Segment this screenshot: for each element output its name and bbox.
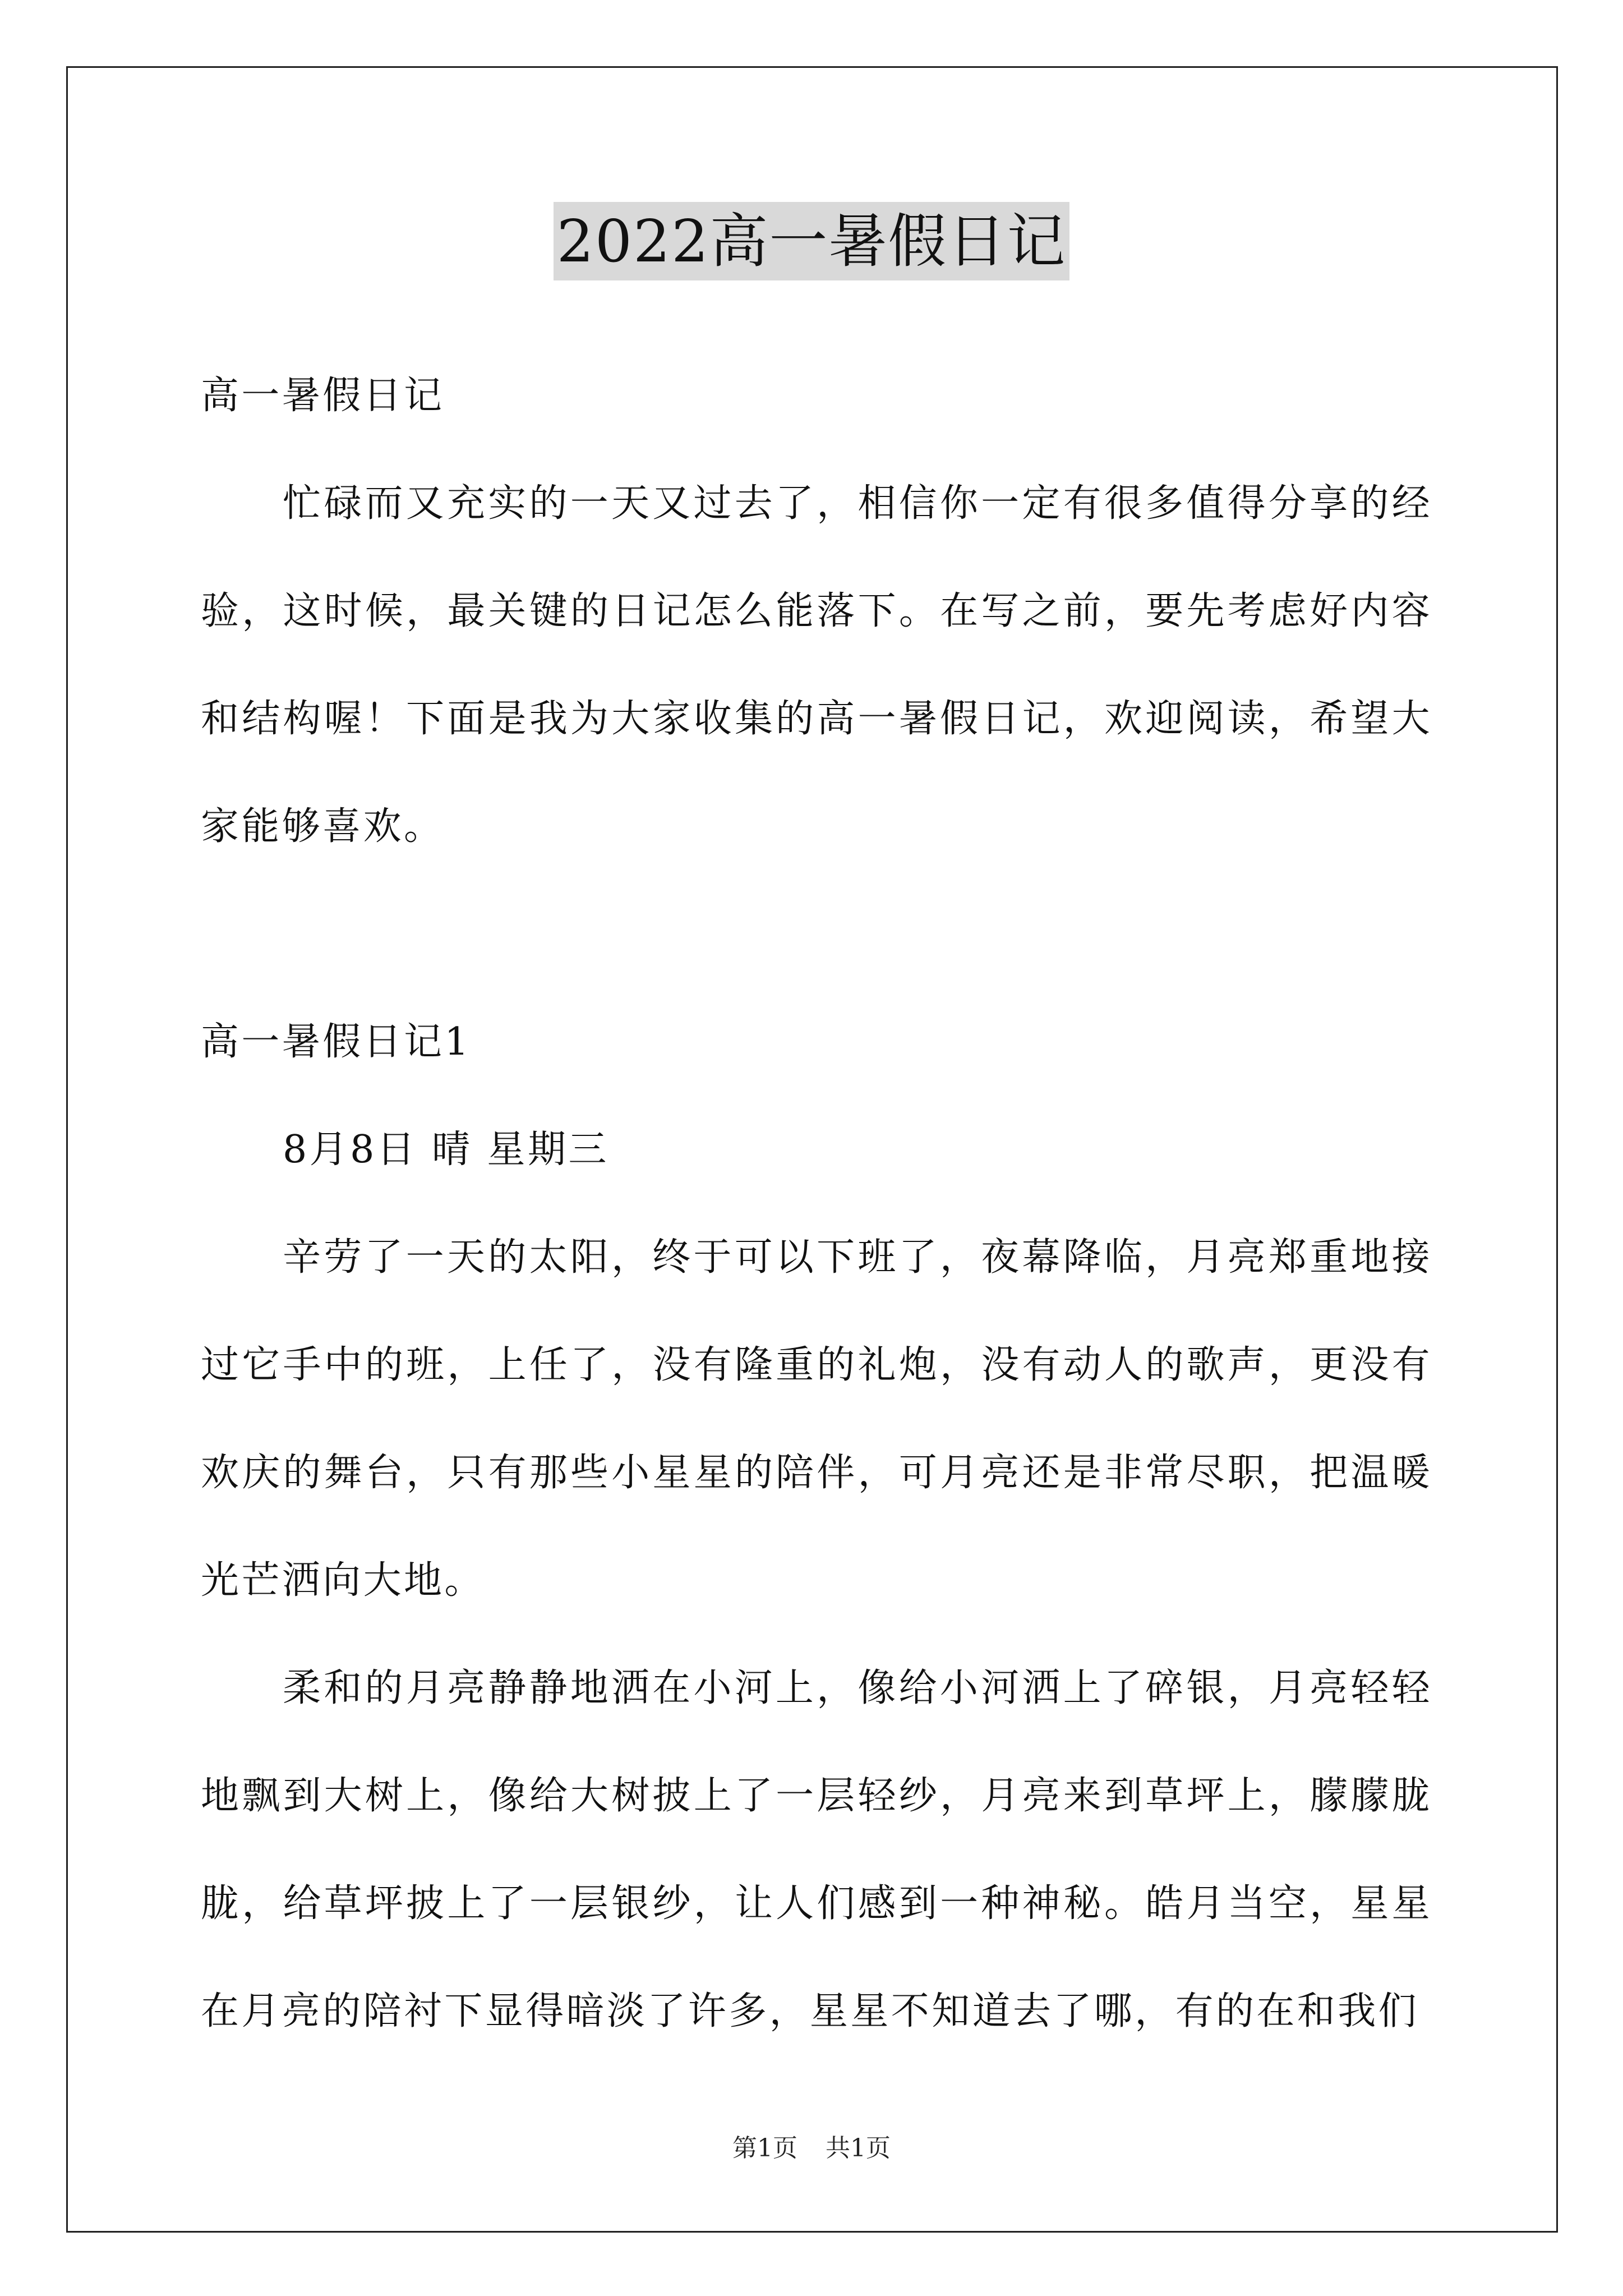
page-total: 共1页 — [826, 2134, 891, 2162]
document-body — [201, 342, 1432, 2065]
document-title: 2022高一暑假日记 — [554, 202, 1070, 280]
diary-paragraph: 辛劳了一天的太阳，终于可以下班了，夜幕降临，月亮郑重地接过它手中的班，上任了，没有隆重的礼炮，没有动人的歌声，更没有欢庆的舞台，只有那些小星星的陪伴，可月亮还是非常尽职，把温暖光芒洒向大地。 — [201, 1235, 1432, 1603]
intro-heading: 高一暑假日记 — [201, 374, 445, 418]
intro-paragraph: 忙碌而又充实的一天又过去了，相信你一定有很多值得分享的经验，这时候，最关键的日记怎么能落下。在写之前，要先考虑好内容和结构喔！下面是我为大家收集的高一暑假日记，欢迎阅读，希望大家能够喜欢。 — [201, 481, 1432, 849]
diary-paragraph: 柔和的月亮静静地洒在小河上，像给小河洒上了碎银，月亮轻轻地飘到大树上，像给大树披上了一层轻纱，月亮来到草坪上，朦朦胧胧，给草坪披上了一层银纱，让人们感到一种神秘。皓月当空，星星在月亮的陪衬下显得暗淡了许多，星星不知道去了哪，有的在和我们 — [201, 1666, 1432, 2033]
page-number: 第1页 — [732, 2134, 797, 2162]
page-footer — [0, 2132, 1623, 2165]
diary-heading: 高一暑假日记1 — [201, 1020, 472, 1064]
title-container — [0, 202, 1623, 280]
diary-date-line: 8月8日 晴 星期三 — [283, 1128, 609, 1172]
